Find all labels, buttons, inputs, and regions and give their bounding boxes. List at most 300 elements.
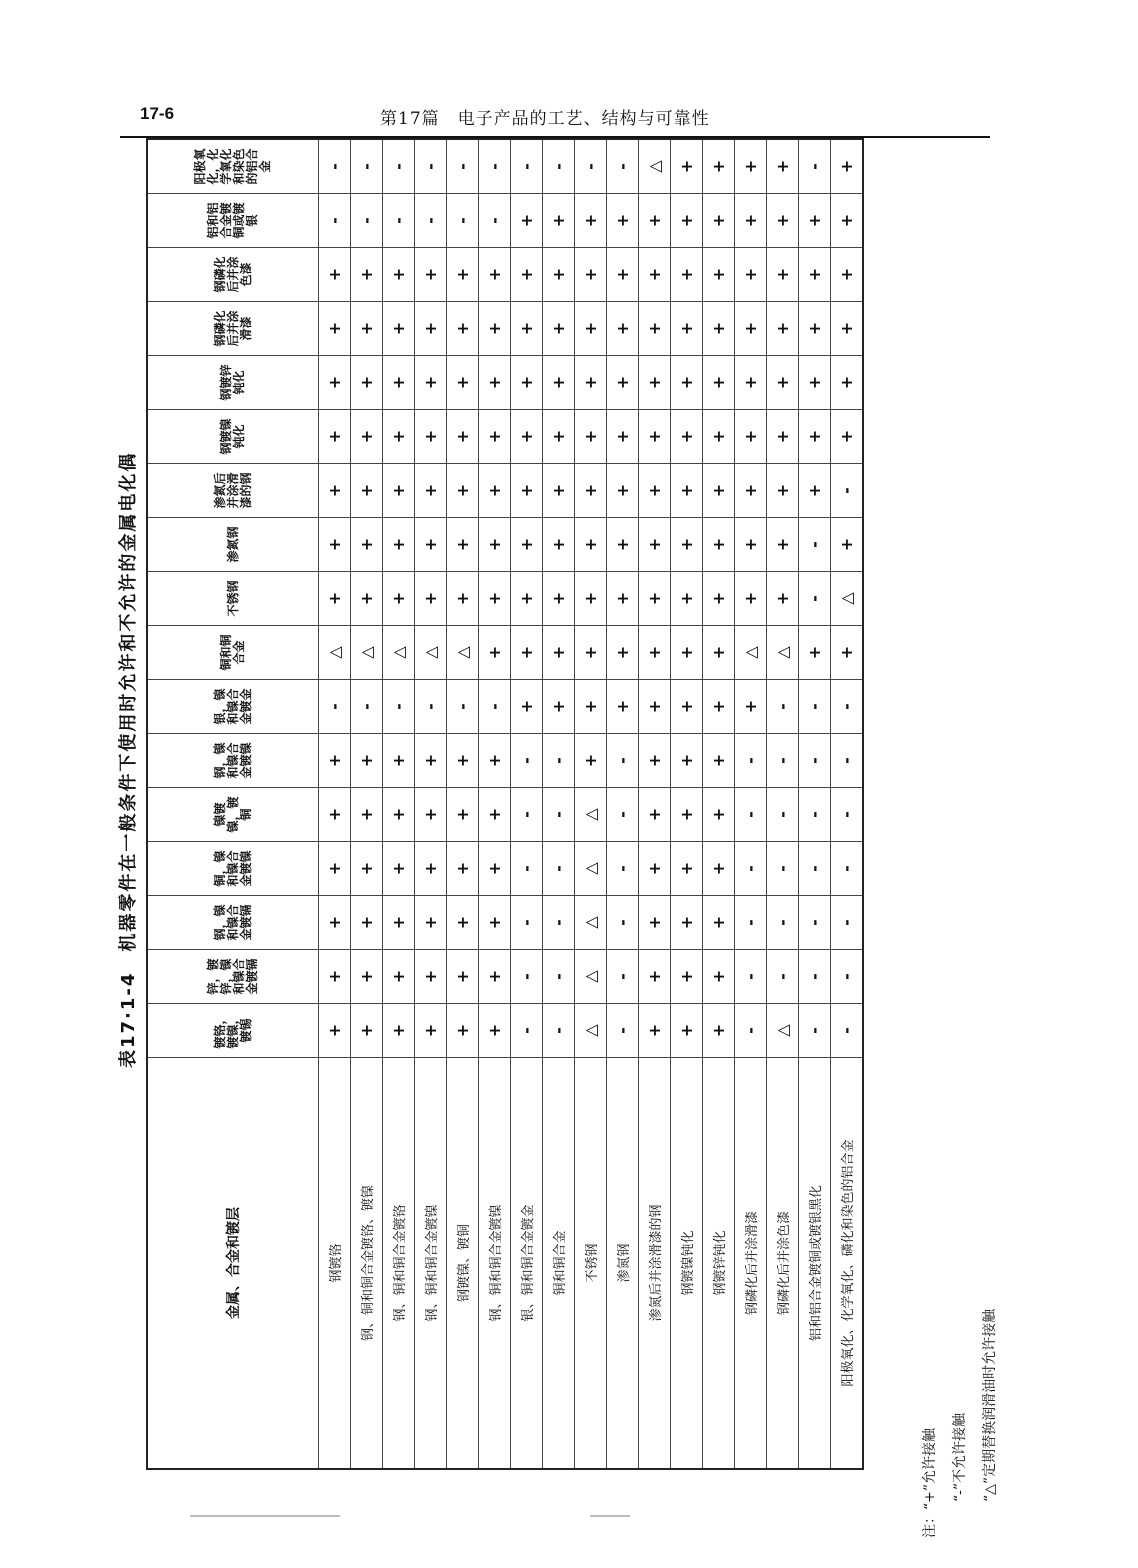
table-cell: +	[511, 626, 543, 680]
table-cell: +	[639, 1004, 671, 1058]
table-cell: -	[383, 194, 415, 248]
table-cell: -	[799, 139, 831, 194]
table-row	[415, 139, 447, 1469]
table-cell: -	[831, 734, 864, 788]
column-header-label: 铜和铜合金	[219, 634, 246, 671]
column-header	[147, 410, 319, 464]
table-cell: -	[447, 194, 479, 248]
table-cell: +	[479, 626, 511, 680]
table-cell: -	[511, 139, 543, 194]
table-cell: -	[767, 788, 799, 842]
table-cell: +	[735, 302, 767, 356]
table-row	[639, 139, 671, 1469]
table-cell: +	[543, 302, 575, 356]
table-cell: +	[767, 248, 799, 302]
row-label: 钢磷化后并涂滑漆	[735, 1058, 767, 1470]
table-cell: +	[703, 950, 735, 1004]
table-cell: +	[575, 356, 607, 410]
table-cell: △	[383, 626, 415, 680]
table-cell: +	[351, 464, 383, 518]
table-cell: △	[767, 626, 799, 680]
table-cell: +	[383, 788, 415, 842]
table-cell: +	[415, 410, 447, 464]
table-cell: +	[831, 356, 864, 410]
table-cell: +	[831, 139, 864, 194]
table-cell: +	[447, 842, 479, 896]
column-header	[147, 734, 319, 788]
table-cell: -	[319, 194, 351, 248]
column-header-label: 不锈钢	[225, 580, 240, 617]
table-cell: -	[607, 139, 639, 194]
column-header-label: 钢镀锌钝化	[219, 364, 246, 401]
table-cell: +	[319, 734, 351, 788]
corner-header: 金属、合金和镀层	[147, 1058, 319, 1470]
table-cell: +	[703, 896, 735, 950]
table-cell: -	[767, 842, 799, 896]
table-cell: +	[671, 139, 703, 194]
table-cell: +	[479, 896, 511, 950]
column-header-label: 钢，镍和镍合金镀镉	[212, 904, 253, 941]
table-cell: +	[415, 950, 447, 1004]
table-row	[319, 139, 351, 1469]
table-cell: +	[639, 680, 671, 734]
table-cell: +	[511, 302, 543, 356]
row-label: 钢镀镍钝化	[671, 1058, 703, 1470]
column-header-label: 阳极氧化，化学氧化和染色的铝合金	[193, 148, 272, 185]
table-cell: -	[575, 139, 607, 194]
table-cell: +	[543, 410, 575, 464]
table-cell: -	[831, 950, 864, 1004]
table-cell: +	[799, 248, 831, 302]
table-cell: -	[735, 734, 767, 788]
table-cell: +	[671, 410, 703, 464]
table-cell: -	[607, 896, 639, 950]
table-cell: +	[543, 464, 575, 518]
table-cell: -	[831, 788, 864, 842]
table-cell: -	[831, 680, 864, 734]
table-cell: +	[351, 518, 383, 572]
table-cell: +	[703, 194, 735, 248]
table-cell: +	[831, 248, 864, 302]
table-cell: +	[415, 842, 447, 896]
table-cell: +	[607, 518, 639, 572]
table-cell: +	[703, 464, 735, 518]
table-cell: +	[703, 1004, 735, 1058]
table-cell: +	[383, 896, 415, 950]
table-cell: +	[575, 194, 607, 248]
table-cell: △	[415, 626, 447, 680]
table-cell: △	[639, 139, 671, 194]
table-cell: +	[767, 410, 799, 464]
table-cell: +	[479, 410, 511, 464]
table-cell: +	[383, 842, 415, 896]
table-cell: +	[639, 464, 671, 518]
table-cell: +	[415, 464, 447, 518]
table-cell: +	[511, 680, 543, 734]
table-cell: +	[799, 464, 831, 518]
column-header	[147, 302, 319, 356]
table-cell: -	[351, 139, 383, 194]
table-cell: +	[319, 896, 351, 950]
table-cell: +	[447, 950, 479, 1004]
table-cell: -	[767, 734, 799, 788]
table-cell: -	[799, 842, 831, 896]
table-cell: -	[543, 139, 575, 194]
table-row	[799, 139, 831, 1469]
table-cell: +	[479, 248, 511, 302]
table-cell: +	[479, 1004, 511, 1058]
table-cell: +	[735, 410, 767, 464]
table-cell: +	[543, 572, 575, 626]
table-cell: △	[575, 950, 607, 1004]
table-cell: +	[671, 842, 703, 896]
table-cell: -	[831, 464, 864, 518]
table-cell: +	[639, 356, 671, 410]
table-cell: △	[767, 1004, 799, 1058]
table-cell: -	[767, 950, 799, 1004]
table-cell: +	[799, 302, 831, 356]
table-cell: -	[767, 680, 799, 734]
table-cell: +	[639, 842, 671, 896]
column-header	[147, 896, 319, 950]
table-cell: +	[671, 950, 703, 1004]
table-cell: +	[639, 950, 671, 1004]
table-cell: +	[735, 572, 767, 626]
table-cell: +	[703, 572, 735, 626]
table-cell: +	[799, 194, 831, 248]
table-cell: -	[543, 734, 575, 788]
column-header	[147, 680, 319, 734]
column-header	[147, 788, 319, 842]
table-cell: +	[415, 302, 447, 356]
table-cell: △	[831, 572, 864, 626]
column-header	[147, 248, 319, 302]
table-cell: +	[479, 356, 511, 410]
table-cell: +	[447, 896, 479, 950]
table-cell: -	[543, 896, 575, 950]
table-cell: -	[607, 1004, 639, 1058]
table-body	[319, 139, 864, 1469]
table-cell: +	[639, 896, 671, 950]
table-cell: +	[351, 950, 383, 1004]
table-cell: +	[351, 788, 383, 842]
table-cell: +	[703, 842, 735, 896]
table-cell: +	[543, 626, 575, 680]
table-cell: +	[383, 302, 415, 356]
table-cell: +	[735, 139, 767, 194]
table-cell: △	[575, 1004, 607, 1058]
table-cell: -	[415, 680, 447, 734]
table-cell: -	[511, 734, 543, 788]
table-cell: +	[351, 410, 383, 464]
table-cell: △	[575, 896, 607, 950]
table-cell: +	[607, 626, 639, 680]
table-cell: +	[671, 572, 703, 626]
table-cell: -	[607, 788, 639, 842]
table-cell: +	[735, 680, 767, 734]
column-header-label: 镀铬，镀镍，镀锡	[212, 1012, 253, 1049]
table-cell: -	[351, 680, 383, 734]
table-cell: +	[383, 248, 415, 302]
table-cell: +	[607, 356, 639, 410]
table-cell: +	[703, 680, 735, 734]
table-cell: +	[319, 410, 351, 464]
table-cell: -	[799, 518, 831, 572]
table-cell: +	[735, 464, 767, 518]
table-cell: +	[703, 734, 735, 788]
table-cell: +	[351, 248, 383, 302]
table-cell: +	[703, 518, 735, 572]
table-cell: -	[383, 139, 415, 194]
table-cell: +	[383, 950, 415, 1004]
column-header-label: 铜，镍和镍合金镀镍	[212, 850, 253, 887]
table-cell: -	[543, 842, 575, 896]
table-cell: +	[799, 410, 831, 464]
column-header	[147, 518, 319, 572]
row-label: 银、铜和铜合金镀金	[511, 1058, 543, 1470]
note-triangle: “△”定期替换润滑油时允许接触	[982, 1308, 998, 1502]
table-cell: △	[575, 842, 607, 896]
table-cell: -	[511, 950, 543, 1004]
table-cell: +	[767, 139, 799, 194]
table-cell: -	[735, 1004, 767, 1058]
row-label: 钢镀镍、镀铜	[447, 1058, 479, 1470]
table-cell: △	[319, 626, 351, 680]
column-header-label: 钢磷化后并涂色漆	[212, 256, 253, 293]
table-cell: +	[511, 518, 543, 572]
table-cell: +	[351, 302, 383, 356]
table-cell: +	[319, 842, 351, 896]
table-cell: +	[735, 518, 767, 572]
table-cell: -	[319, 139, 351, 194]
table-cell: +	[639, 248, 671, 302]
table-cell: -	[511, 896, 543, 950]
table-cell: -	[607, 842, 639, 896]
table-cell: +	[607, 464, 639, 518]
table-cell: +	[671, 626, 703, 680]
table-cell: +	[607, 248, 639, 302]
table-cell: +	[703, 302, 735, 356]
table-cell: +	[543, 356, 575, 410]
table-cell: +	[447, 464, 479, 518]
table-cell: +	[319, 356, 351, 410]
table-cell: +	[671, 356, 703, 410]
table-cell: +	[447, 572, 479, 626]
table-cell: +	[543, 518, 575, 572]
table-cell: -	[831, 1004, 864, 1058]
table-row	[351, 139, 383, 1469]
row-label: 不锈钢	[575, 1058, 607, 1470]
table-notes	[915, 1309, 1005, 1538]
column-header-label: 锌，镀锌，镍和镍合金镀镉	[206, 958, 259, 995]
table-cell: -	[543, 950, 575, 1004]
table-cell: +	[639, 572, 671, 626]
table-cell: -	[543, 788, 575, 842]
table-cell: +	[447, 356, 479, 410]
table-cell: -	[351, 194, 383, 248]
table-cell: +	[639, 302, 671, 356]
row-label: 钢、铜和铜合金镀铬、镀镍	[351, 1058, 383, 1470]
table-cell: +	[383, 734, 415, 788]
table-cell: +	[479, 950, 511, 1004]
table-cell: △	[735, 626, 767, 680]
row-label: 钢、铜和铜合金镀镍	[415, 1058, 447, 1470]
table-cell: +	[607, 572, 639, 626]
row-label: 阳极氧化、化学氧化、磷化和染色的铝合金	[831, 1058, 864, 1470]
table-cell: +	[511, 248, 543, 302]
table-cell: +	[831, 194, 864, 248]
row-label: 钢磷化后并涂色漆	[767, 1058, 799, 1470]
scan-smudge	[590, 1515, 630, 1517]
table-cell: △	[351, 626, 383, 680]
running-title: 第17篇 电子产品的工艺、结构与可靠性	[380, 109, 710, 129]
table-cell: +	[767, 302, 799, 356]
table-cell: +	[767, 572, 799, 626]
table-cell: -	[543, 1004, 575, 1058]
table-cell: △	[575, 788, 607, 842]
table-cell: -	[735, 788, 767, 842]
table-cell: +	[703, 139, 735, 194]
table-cell: +	[671, 896, 703, 950]
table-cell: +	[383, 518, 415, 572]
table-cell: +	[319, 248, 351, 302]
table-cell: +	[319, 950, 351, 1004]
table-cell: +	[319, 572, 351, 626]
table-cell: +	[639, 410, 671, 464]
table-cell: +	[447, 302, 479, 356]
table-row	[511, 139, 543, 1469]
column-header-label: 铝和铝合金镀铜或镀银	[206, 202, 259, 239]
table-cell: +	[671, 734, 703, 788]
table-row	[607, 139, 639, 1469]
table-cell: +	[447, 410, 479, 464]
table-cell: -	[767, 896, 799, 950]
table-cell: -	[415, 194, 447, 248]
page-number: 17-6	[140, 104, 175, 123]
column-header-label: 渗氮后并涂滑漆的钢	[212, 472, 253, 509]
table-cell: -	[479, 194, 511, 248]
table-cell: +	[479, 302, 511, 356]
table-cell: +	[639, 194, 671, 248]
table-cell: +	[639, 788, 671, 842]
table-cell: +	[415, 356, 447, 410]
table-cell: +	[767, 356, 799, 410]
table-cell: +	[671, 302, 703, 356]
table-caption: 表17·1-4 机器零件在一般条件下使用时允许和不允许的金属电化偶	[118, 451, 139, 1068]
table-cell: +	[415, 734, 447, 788]
table-cell: +	[607, 302, 639, 356]
table-cell: +	[799, 626, 831, 680]
table-cell: -	[735, 842, 767, 896]
table-cell: +	[607, 194, 639, 248]
table-cell: +	[479, 518, 511, 572]
table-cell: +	[511, 572, 543, 626]
table-row	[383, 139, 415, 1469]
table-cell: +	[479, 734, 511, 788]
table-cell: +	[351, 896, 383, 950]
table-cell: +	[383, 464, 415, 518]
table-cell: -	[799, 788, 831, 842]
table-cell: +	[671, 464, 703, 518]
table-cell: +	[735, 248, 767, 302]
table-cell: +	[511, 410, 543, 464]
table-cell: +	[703, 788, 735, 842]
table-cell: +	[767, 518, 799, 572]
table-cell: +	[671, 680, 703, 734]
table-cell: +	[575, 410, 607, 464]
row-label: 钢、铜和铜合金镀铬	[383, 1058, 415, 1470]
table-cell: +	[639, 734, 671, 788]
table-cell: +	[447, 788, 479, 842]
table-cell: +	[543, 194, 575, 248]
table-cell: -	[607, 950, 639, 1004]
table-cell: +	[319, 788, 351, 842]
table-cell: +	[543, 680, 575, 734]
table-cell: +	[351, 572, 383, 626]
table-cell: +	[831, 518, 864, 572]
table-cell: +	[415, 518, 447, 572]
table-cell: +	[671, 788, 703, 842]
table-cell: +	[511, 464, 543, 518]
table-cell: -	[447, 680, 479, 734]
table-row	[735, 139, 767, 1469]
table-cell: +	[383, 356, 415, 410]
column-header-label: 银，镍和镍合金镀金	[212, 688, 253, 725]
column-header-label: 钢镀镍钝化	[219, 418, 246, 455]
column-header-label: 镍镀镍，镀铜	[212, 796, 253, 833]
table-cell: +	[351, 734, 383, 788]
table-cell: +	[447, 248, 479, 302]
table-cell: -	[799, 1004, 831, 1058]
table-cell: -	[831, 842, 864, 896]
table-row	[831, 139, 864, 1469]
table-cell: +	[415, 248, 447, 302]
table-cell: +	[575, 518, 607, 572]
table-cell: +	[511, 194, 543, 248]
column-header	[147, 464, 319, 518]
table-cell: -	[831, 896, 864, 950]
table-cell: +	[639, 626, 671, 680]
table-cell: △	[447, 626, 479, 680]
table-cell: -	[511, 788, 543, 842]
table-cell: +	[703, 248, 735, 302]
column-header	[147, 950, 319, 1004]
table-cell: +	[671, 518, 703, 572]
column-header-label: 钢，镍和镍合金镀镍	[212, 742, 253, 779]
table-cell: +	[543, 248, 575, 302]
table-cell: +	[415, 1004, 447, 1058]
table-cell: +	[703, 410, 735, 464]
table-cell: +	[575, 248, 607, 302]
table-cell: +	[575, 302, 607, 356]
row-label: 钢镀铬	[319, 1058, 351, 1470]
table-cell: -	[799, 680, 831, 734]
table-cell: +	[671, 194, 703, 248]
column-header	[147, 139, 319, 194]
table-cell: -	[607, 734, 639, 788]
table-cell: +	[735, 356, 767, 410]
table-cell: +	[671, 248, 703, 302]
column-header	[147, 572, 319, 626]
scan-smudge	[190, 1515, 340, 1517]
table-cell: +	[319, 1004, 351, 1058]
table-cell: +	[735, 194, 767, 248]
table-row	[543, 139, 575, 1469]
table-cell: -	[799, 734, 831, 788]
column-header	[147, 1004, 319, 1058]
column-header	[147, 356, 319, 410]
row-label: 铝和铝合金镀铜或镀银黑化	[799, 1058, 831, 1470]
